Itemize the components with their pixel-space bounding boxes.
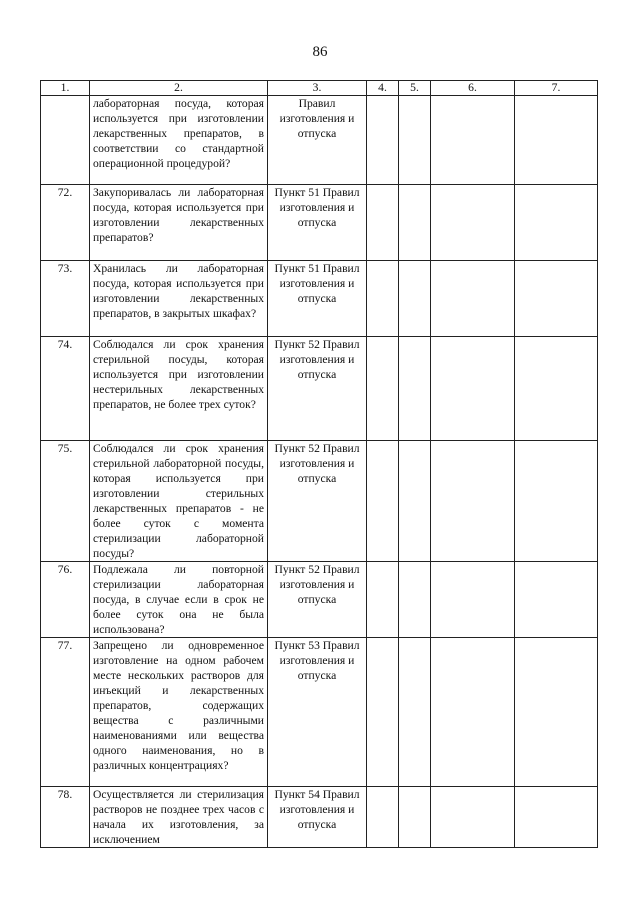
column-header: 1. [41,81,90,96]
answer-cell [515,261,598,337]
answer-cell [431,261,515,337]
answer-cell [431,562,515,638]
answer-cell [399,441,431,562]
table-row [41,96,598,185]
answer-cell [399,337,431,441]
answer-cell [431,441,515,562]
reference-cell: Пункт 54 Правил изготовления и отпуска [268,787,367,848]
answer-cell [399,96,431,185]
answer-cell [515,638,598,787]
answer-cell [367,261,399,337]
checklist-table [40,80,598,848]
column-header: 5. [399,81,431,96]
question-cell: лабораторная посуда, которая используется при изготовлении лекарственных препаратов, в соответствии со стандартной операционной процедурой? [90,96,268,185]
reference-cell: Пункт 53 Правил изготовления и отпуска [268,638,367,787]
answer-cell [515,337,598,441]
row-number: 72. [41,185,90,261]
answer-cell [515,787,598,848]
answer-cell [399,562,431,638]
answer-cell [367,638,399,787]
reference-cell: Пункт 52 Правил изготовления и отпуска [268,337,367,441]
table-row [41,787,598,848]
answer-cell [367,441,399,562]
row-number: 73. [41,261,90,337]
answer-cell [515,441,598,562]
column-header: 7. [515,81,598,96]
answer-cell [367,96,399,185]
row-number: 77. [41,638,90,787]
row-number: 75. [41,441,90,562]
answer-cell [431,337,515,441]
table-row [41,562,598,638]
column-header: 6. [431,81,515,96]
table-header-row [41,81,598,96]
reference-cell: Пункт 51 Правил изготовления и отпуска [268,185,367,261]
answer-cell [515,185,598,261]
column-header: 2. [90,81,268,96]
row-number: 74. [41,337,90,441]
answer-cell [367,787,399,848]
reference-cell: Правил изготовления и отпуска [268,96,367,185]
reference-cell: Пункт 51 Правил изготовления и отпуска [268,261,367,337]
question-cell: Хранилась ли лабораторная посуда, которая используется при изготовлении лекарственных препаратов, в закрытых шкафах? [90,261,268,337]
column-header: 4. [367,81,399,96]
answer-cell [399,638,431,787]
question-cell: Запрещено ли одновременное изготовление на одном рабочем месте нескольких растворов для инъекций и лекарственных препаратов, содержащих вещества с различными наименованиями или вещества одного наименования, но в различных концентрациях? [90,638,268,787]
answer-cell [367,337,399,441]
column-header: 3. [268,81,367,96]
table-row [41,185,598,261]
answer-cell [399,787,431,848]
table-row [41,261,598,337]
question-cell: Соблюдался ли срок хранения стерильной посуды, которая используется при изготовлении нестерильных лекарственных препаратов, не более трех суток? [90,337,268,441]
reference-cell: Пункт 52 Правил изготовления и отпуска [268,441,367,562]
answer-cell [367,562,399,638]
answer-cell [399,185,431,261]
answer-cell [515,562,598,638]
question-cell: Осуществляется ли стерилизация растворов не позднее трех часов с начала их изготовления, за исключением [90,787,268,848]
page-number: 86 [312,44,328,60]
answer-cell [431,185,515,261]
question-cell: Подлежала ли повторной стерилизации лабораторная посуда, в случае если в срок не более суток она не была использована? [90,562,268,638]
answer-cell [431,638,515,787]
question-cell: Закупоривалась ли лабораторная посуда, которая используется при изготовлении лекарственных препаратов? [90,185,268,261]
reference-cell: Пункт 52 Правил изготовления и отпуска [268,562,367,638]
answer-cell [367,185,399,261]
table-row [41,337,598,441]
question-cell: Соблюдался ли срок хранения стерильной лабораторной посуды, которая используется при изготовлении стерильных лекарственных препаратов - не более суток с момента стерилизации лабораторной посуды? [90,441,268,562]
table-row [41,441,598,562]
answer-cell [431,787,515,848]
table-row [41,638,598,787]
answer-cell [399,261,431,337]
answer-cell [515,96,598,185]
answer-cell [431,96,515,185]
row-number [41,96,90,185]
row-number: 76. [41,562,90,638]
row-number: 78. [41,787,90,848]
